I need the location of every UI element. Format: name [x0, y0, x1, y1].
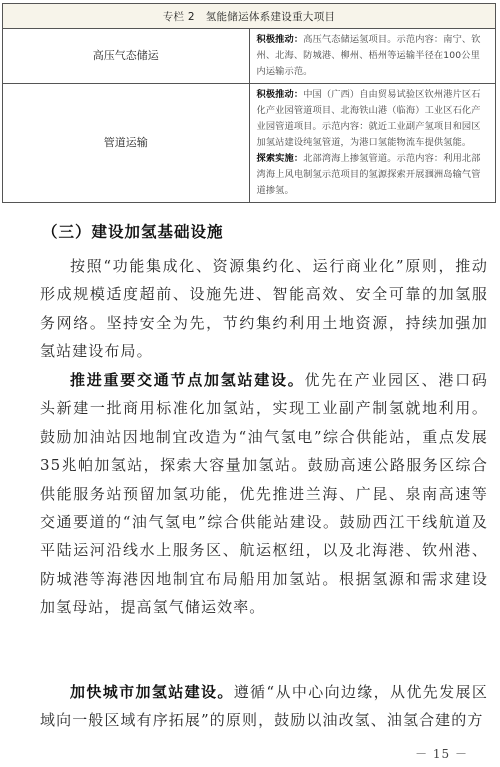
row-lead-label: 积极推动：	[256, 34, 304, 45]
paragraph	[40, 678, 488, 735]
feature-box-caption: 专栏 2 氢能储运体系建设重大项目	[3, 4, 496, 29]
paragraph-text: 优先在产业园区、港口码头新建一批商用标准化加氢站，实现工业副产制氢就地利用。鼓励加油站因地制宜改造为“油气氢电”综合供能站，重点发展35兆帕加氢站，探索大容量加氢站。鼓励高速公路服务区综合供能服务站预留加氢功能，优先推进兰海、广昆、泉南高速等交通要道的“油气氢电”综合供能站建设。鼓励西江干线航道及平陆运河沿线水上服务区、航运枢纽，以及北海港、钦州港、防城港等海港因地制宜布局船用加氢站。根据氢源和需求建设加氢母站，提高氢气储运效率。	[40, 371, 488, 617]
feature-box-table	[2, 3, 496, 203]
section-heading: （三）建设加氢基础设施	[42, 223, 224, 241]
row-lead-label: 积极推动：	[256, 89, 304, 100]
row-text: 高压气态储运氢项目。示范内容：南宁、钦州、北海、防城港、柳州、梧州等运输半径在100公里内运输示范。	[256, 34, 481, 77]
table-row	[3, 29, 496, 84]
row-category: 高压气态储运	[3, 29, 250, 84]
paragraph: 按照“功能集成化、资源集约化、运行商业化”原则，推动形成规模适度超前、设施先进、智能高效、安全可靠的加氢服务网络。坚持安全为先，节约集约利用土地资源，持续加强加氢站建设布局。	[40, 257, 488, 361]
row-text: 北部湾海上掺氢管道。示范内容：利用北部湾海上风电制氢示范项目的氢源探索开展涠洲岛输气管道掺氢。	[256, 153, 481, 196]
paragraph	[40, 366, 488, 622]
paragraph-text: 遵循“从中心向边缘，从优先发展区域向一般区域有序拓展”的原则，鼓励以油改氢、油氢合建的方	[40, 683, 488, 730]
row-content	[249, 84, 496, 203]
paragraph-lead: 推进重要交通节点加氢站建设。	[70, 371, 305, 389]
paragraph-lead: 加快城市加氢站建设。	[70, 683, 234, 701]
row-lead-label: 探索实施：	[256, 153, 304, 164]
table-row	[3, 84, 496, 203]
row-content	[249, 29, 496, 84]
page-number: － 15 －	[415, 747, 468, 761]
row-category: 管道运输	[3, 84, 250, 203]
row-text: 中国（广西）自由贸易试验区钦州港片区石化产业园管道项目、北海铁山港（临海）工业区石化产业园管道项目。示范内容：就近工业副产氢项目和园区加氢站建设纯氢管道，为港口氢能物流车提供氢能。	[256, 89, 481, 148]
